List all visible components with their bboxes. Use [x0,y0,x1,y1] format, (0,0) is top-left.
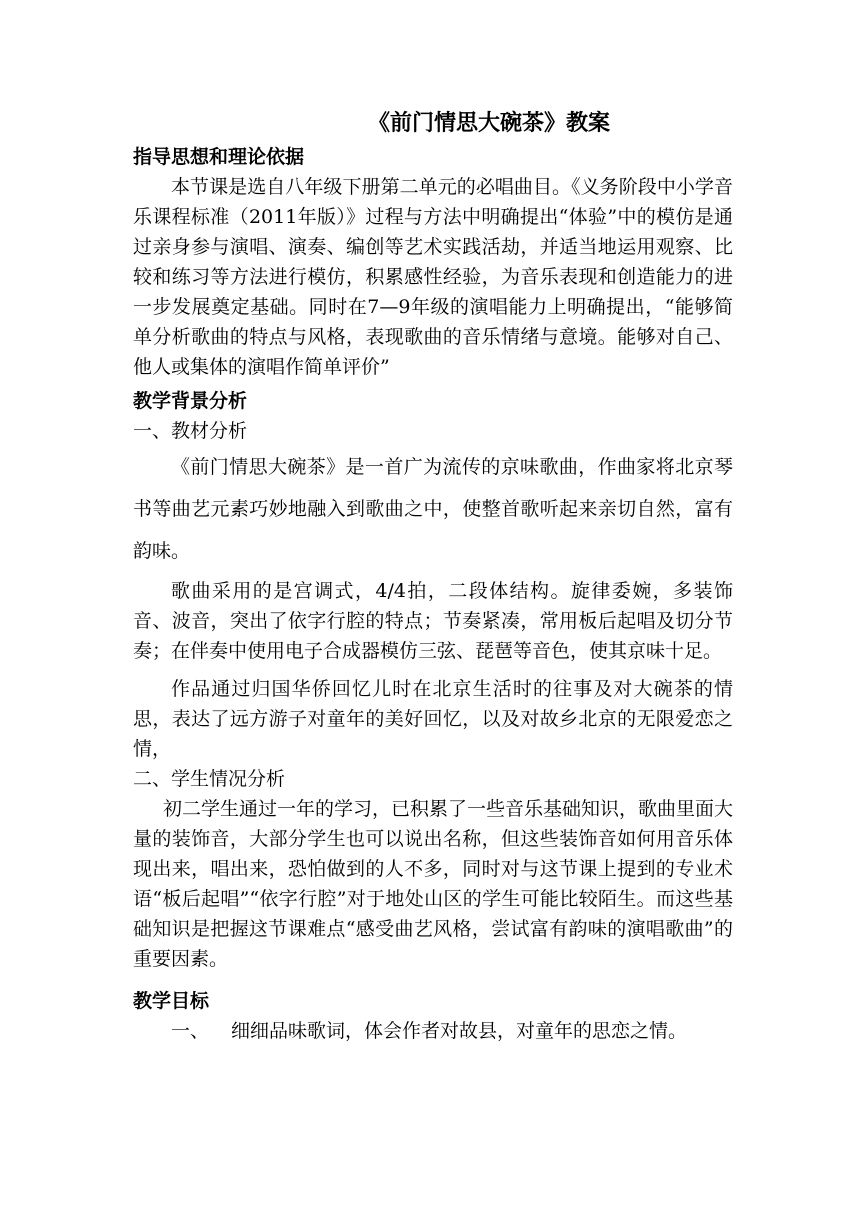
subheading-student-analysis: 二、学生情况分析 [133,768,286,790]
goal-item-number: 一、 [171,1020,210,1042]
document-title: 《前门情思大碗茶》教案 [367,110,610,136]
goal-item-1 [133,1016,733,1046]
paragraph-guiding-thought: 本节课是选自八年级下册第二单元的必唱曲目。《义务阶段中小学音乐课程标准（2011年版）》过程与方法中明确提出“体验”中的模仿是通过亲身参与演唱、演奏、编创等艺术实践活劫，并适当地运用观察、比较和练习等方法进行模仿，积累感性经验，为音乐表现和创造能力的进一步发展奠定基础。同时在7—9年级的演唱能力上明确提出，“能够简单分析歌曲的特点与风格，表现歌曲的音乐情绪与意境。能够对自己、他人或集体的演唱作简单评价” [133,176,733,378]
paragraph-song-emotion: 作品通过归国华侨回忆儿时在北京生活时的往事及对大碗茶的情思，表达了远方游子对童年的美好回忆，以及对故乡北京的无限爱恋之情， [133,678,733,760]
paragraph-song-structure: 歌曲采用的是宫调式，4/4拍，二段体结构。旋律委婉，多装饰音、波音，突出了依字行腔的特点；节奏紧凑，常用板后起唱及切分节奏；在伴奏中使用电子合成器模仿三弦、琵琶等音色，使其京味十足。 [133,580,733,662]
goal-item-text: 细细品味歌词，体会作者对故县，对童年的思恋之情。 [231,1020,688,1042]
heading-teaching-goals: 教学目标 [133,990,210,1012]
paragraph-student-analysis: 初二学生通过一年的学习，已积累了一些音乐基础知识，歌曲里面大量的装饰音，大部分学生也可以说出名称，但这些装饰音如何用音乐体现出来，唱出来，恐怕做到的人不多，同时对与这节课上提到的专业术语“板后起唱”“依字行腔”对于地处山区的学生可能比较陌生。而这些基础知识是把握这节课难点“感受曲艺风格，尝试富有韵味的演唱歌曲”的重要因素。 [133,798,734,970]
document-body [133,142,733,1046]
heading-teaching-background: 教学背景分析 [133,390,248,412]
paragraph-material-intro: 《前门情思大碗茶》是一首广为流传的京味歌曲，作曲家将北京琴书等曲艺元素巧妙地融入到歌曲之中，使整首歌听起来亲切自然，富有韵味。 [133,456,733,562]
subheading-material-analysis: 一、教材分析 [133,420,248,442]
heading-guiding-thought: 指导思想和理论依据 [133,146,305,168]
